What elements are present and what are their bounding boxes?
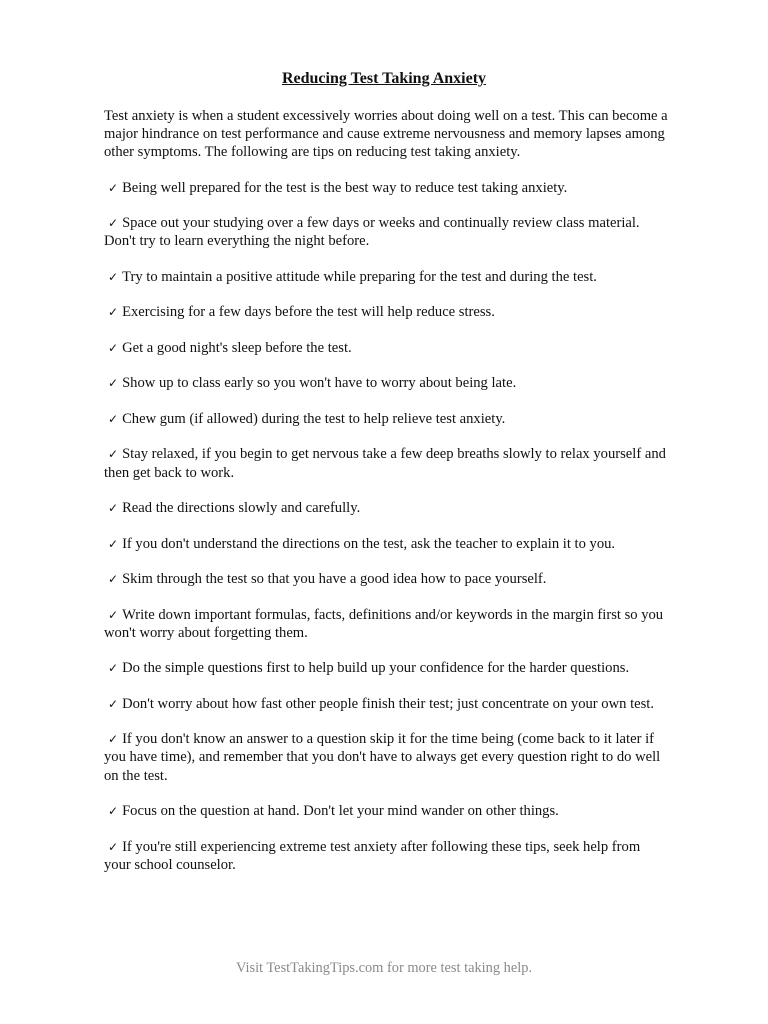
tip-text: If you're still experiencing extreme test anxiety after following these tips, seek help from your school counselor. — [104, 838, 641, 873]
tip-item — [104, 695, 670, 713]
checkmark-icon: ✓ — [108, 447, 119, 462]
tip-item — [104, 268, 670, 286]
tip-text: Space out your studying over a few days or weeks and continually review class material. Don't try to learn everything the night before. — [104, 215, 640, 250]
page-title: Reducing Test Taking Anxiety — [281, 70, 487, 87]
checkmark-icon: ✓ — [108, 376, 119, 391]
checkmark-icon: ✓ — [108, 536, 119, 551]
checkmark-icon: ✓ — [108, 216, 119, 231]
checkmark-icon: ✓ — [108, 340, 119, 355]
tip-text: Being well prepared for the test is the best way to reduce test taking anxiety. — [122, 179, 568, 196]
tip-text: Chew gum (if allowed) during the test to help relieve test anxiety. — [122, 410, 506, 427]
checkmark-icon: ✓ — [108, 804, 119, 819]
checkmark-icon: ✓ — [108, 269, 119, 284]
tip-text: Get a good night's sleep before the test. — [122, 339, 352, 356]
tip-item — [104, 659, 670, 677]
tip-text: Do the simple questions first to help build up your confidence for the harder questions. — [122, 660, 630, 677]
checkmark-icon: ✓ — [108, 839, 119, 854]
checkmark-icon: ✓ — [108, 732, 119, 747]
tip-text: Skim through the test so that you have a good idea how to pace yourself. — [122, 571, 547, 588]
tip-item — [104, 179, 670, 197]
tip-text: Exercising for a few days before the test will help reduce stress. — [122, 304, 495, 321]
tip-text: Write down important formulas, facts, definitions and/or keywords in the margin first so you won't worry about forgetting them. — [104, 606, 664, 641]
tip-item — [104, 445, 670, 481]
tip-item — [104, 339, 670, 357]
intro-paragraph: Test anxiety is when a student excessively worries about doing well on a test. This can become a major hindrance on test performance and cause extreme nervousness and memory lapses among other symptoms. The following are tips on reducing test taking anxiety. — [104, 108, 668, 161]
tip-text: Focus on the question at hand. Don't let your mind wander on other things. — [122, 803, 559, 820]
tip-item — [104, 374, 670, 392]
tip-item — [104, 606, 670, 642]
checkmark-icon: ✓ — [108, 607, 119, 622]
checkmark-icon: ✓ — [108, 696, 119, 711]
tip-item — [104, 838, 670, 874]
checkmark-icon: ✓ — [108, 305, 119, 320]
tips-list — [104, 179, 670, 874]
tip-text: Show up to class early so you won't have to worry about being late. — [122, 375, 517, 392]
tip-item — [104, 410, 670, 428]
checkmark-icon: ✓ — [108, 411, 119, 426]
document-body — [104, 107, 670, 891]
tip-item — [104, 535, 670, 553]
checkmark-icon: ✓ — [108, 572, 119, 587]
tip-text: Try to maintain a positive attitude while preparing for the test and during the test. — [122, 268, 597, 285]
tip-item — [104, 730, 670, 785]
tip-item — [104, 499, 670, 517]
footer-link-text: Visit TestTakingTips.com for more test taking help. — [235, 960, 533, 976]
tip-text: Read the directions slowly and carefully. — [122, 500, 361, 517]
tip-text: If you don't understand the directions on the test, ask the teacher to explain it to you. — [122, 535, 616, 552]
tip-item — [104, 214, 670, 250]
tip-item — [104, 570, 670, 588]
tip-text: Stay relaxed, if you begin to get nervous take a few deep breaths slowly to relax yourself and then get back to work. — [104, 446, 666, 481]
tip-item — [104, 802, 670, 820]
checkmark-icon: ✓ — [108, 501, 119, 516]
tip-text: If you don't know an answer to a question skip it for the time being (come back to it later if you have time), and remember that you don't have to always get every question right to do well on the test. — [104, 731, 661, 784]
tip-item — [104, 303, 670, 321]
tip-text: Don't worry about how fast other people finish their test; just concentrate on your own test. — [122, 695, 655, 712]
checkmark-icon: ✓ — [108, 661, 119, 676]
checkmark-icon: ✓ — [108, 180, 119, 195]
